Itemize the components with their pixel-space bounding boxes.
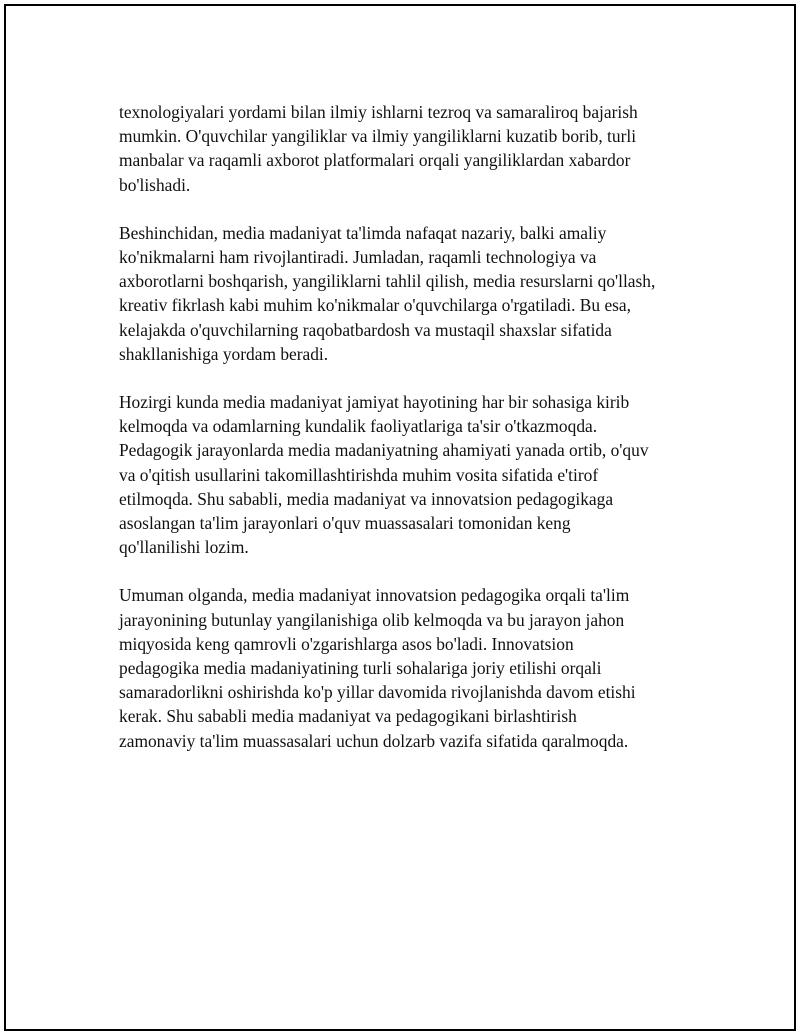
- paragraph-1: texnologiyalari yordami bilan ilmiy ishlarni tezroq va samaraliroq bajarish mumkin. O'quvchilar yangiliklar va ilmiy yangiliklarni kuzatib borib, turli manbalar va raqamli axborot platformalari orqali yangiliklardan xabardor bo'lishadi.: [119, 102, 638, 195]
- paragraph-2: Beshinchidan, media madaniyat ta'limda nafaqat nazariy, balki amaliy ko'nikmalarni ham rivojlantiradi. Jumladan, raqamli technologiya va axborotlarni boshqarish, yangiliklarni tahlil qilish, media resurslarni qo'llash, kreativ fikrlash kabi muhim ko'nikmalar o'quvchilarga o'rgatiladi. Bu esa, kelajakda o'quvchilarning raqobatbardosh va mustaqil shaxslar sifatida shakllanishiga yordam beradi.: [119, 222, 656, 364]
- paragraph-3: Hozirgi kunda media madaniyat jamiyat hayotining har bir sohasiga kirib kelmoqda va odamlarning kundalik faoliyatlariga ta'sir o'tkazmoqda. Pedagogik jarayonlarda media madaniyatning ahamiyati yanada ortib, o'quv va o'qitish usullarini takomillashtirishda muhim vosita sifatida e'tirof etilmoqda. Shu sababli, media madaniyat va innovatsion pedagogikaga asoslangan ta'lim jarayonlari o'quv muassasalari tomonidan keng qo'llanilishi lozim.: [119, 392, 649, 558]
- paragraph-4: Umuman olganda, media madaniyat innovatsion pedagogika orqali ta'lim jarayonining butunlay yangilanishiga olib kelmoqda va bu jarayon jahon miqyosida keng qamrovli o'zgarishlarga asos bo'ladi. Innovatsion pedagogika media madaniyatining turli sohalariga joriy etilishi orqali samaradorlikni oshirishda ko'p yillar davomida rivojlanishda davom etishi kerak. Shu sababli media madaniyat va pedagogikani birlashtirish zamonaviy ta'lim muassasalari uchun dolzarb vazifa sifatida qaralmoqda.: [119, 585, 636, 751]
- page-frame: [4, 4, 796, 1031]
- document-body: [119, 100, 709, 777]
